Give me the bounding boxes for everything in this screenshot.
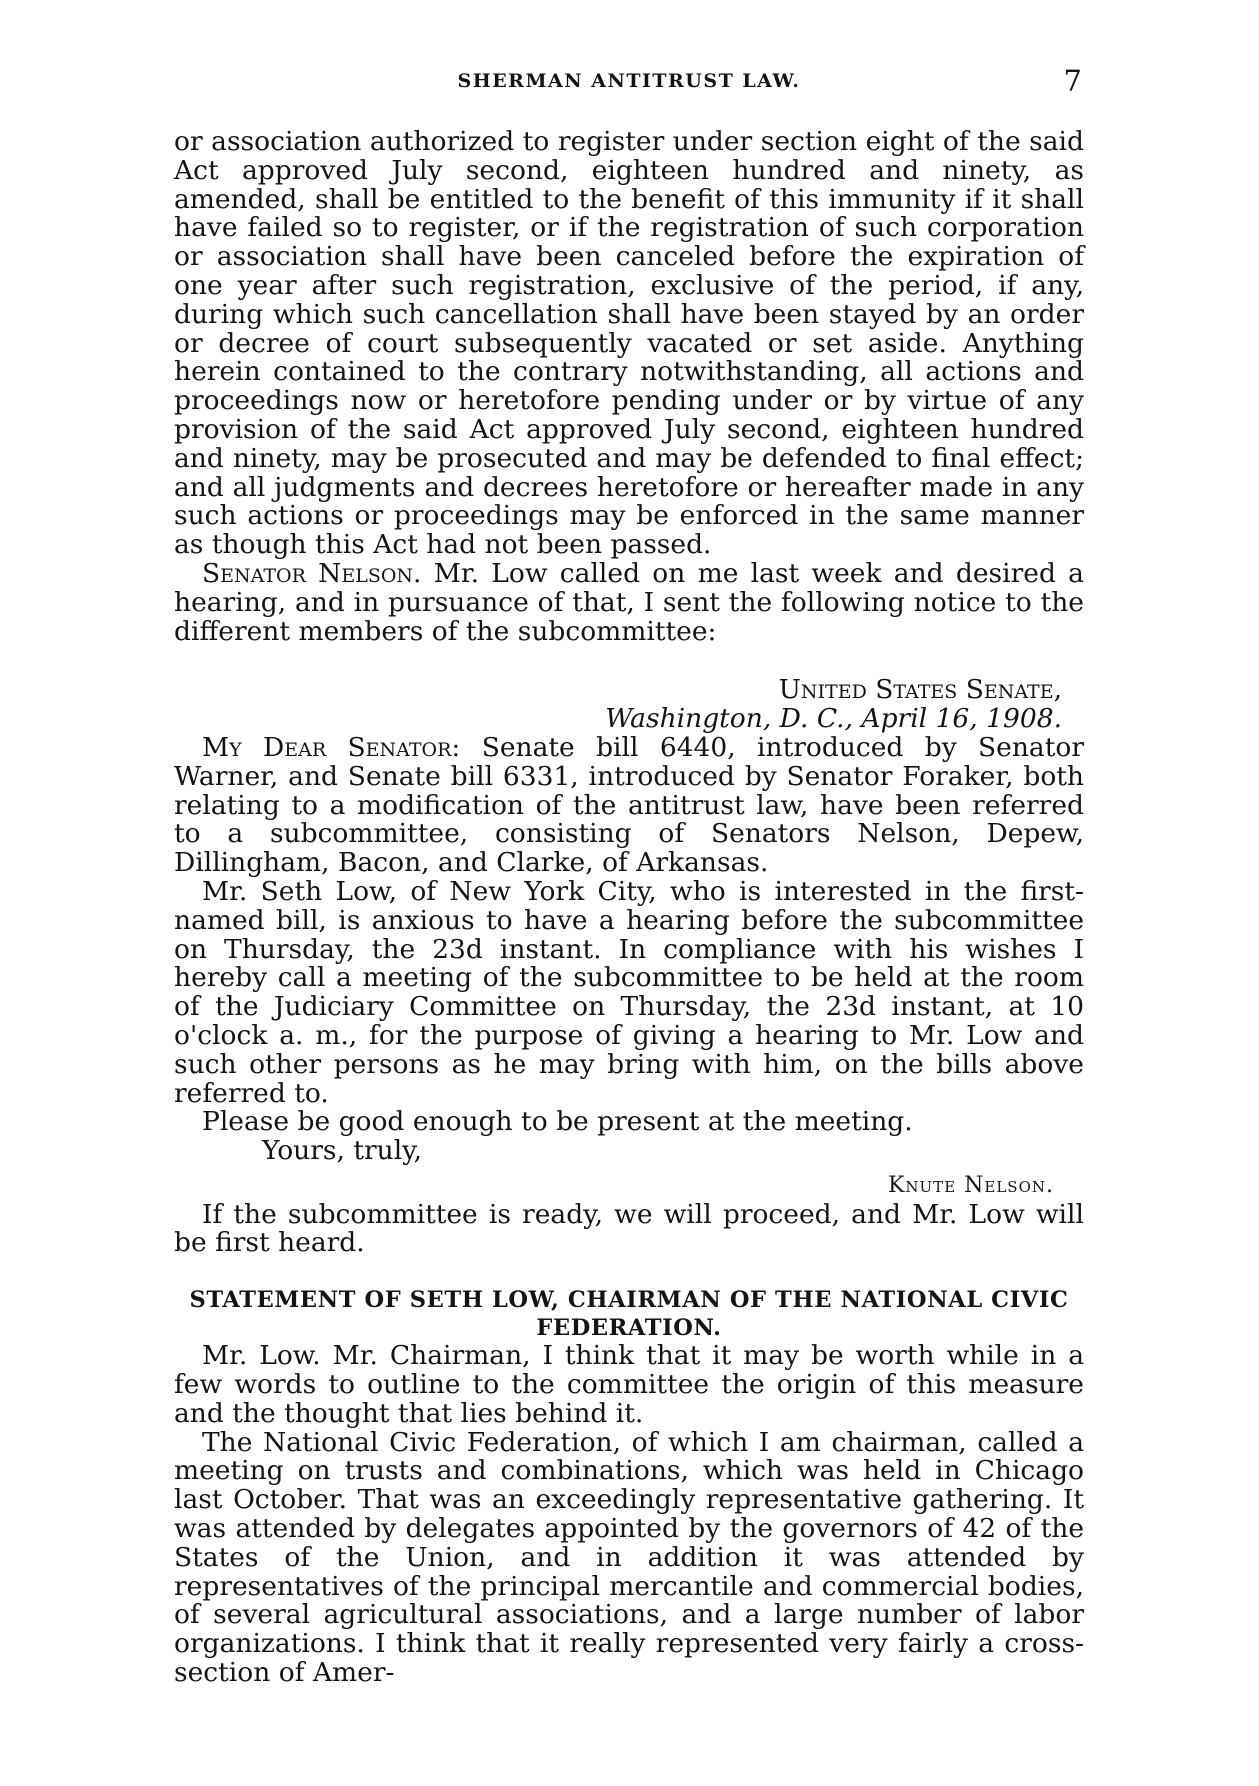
statement-paragraph-2: The National Civic Federation, of which I am chairman, called a meeting on trusts and combinations, which was held in Chicago last October. That was an exceedingly representative gathering. It was attended by delegates appointed by the governors of 42 of the States of the Union, and in addition it was attended by representatives of the principal mercantile and commercial bodies, of several agricultural associations, and a large number of labor organizations. I think that it really represented very fairly a cross-section of Amer-: [174, 1426, 1084, 1689]
section-heading: STATEMENT OF SETH LOW, CHAIRMAN OF THE NATIONAL CIVIC FEDERATION.: [189, 1287, 1069, 1342]
running-head: [174, 64, 1084, 96]
paragraph-text: Mr. Low called on me last week and desired a hearing, and in pursuance of that, I sent the following notice to the different members of the subcommittee:: [174, 557, 1084, 647]
statement-paragraph-1: Mr. Low. Mr. Chairman, I think that it may be worth while in a few words to outline to the committee the origin of this measure and the thought that lies behind it.: [174, 1340, 1084, 1429]
letter-salutation: My Dear Senator:: [202, 731, 461, 763]
letter-from-text: United States Senate,: [778, 674, 1062, 706]
letter-paragraph-3: Please be good enough to be present at the meeting.: [202, 1106, 913, 1138]
speaker-name: Senator Nelson.: [202, 557, 422, 589]
letter-closing: Yours, truly,: [262, 1135, 423, 1167]
letter-body-1: Senate bill 6440, introduced by Senator Warner, and Senate bill 6331, introduced by Senator Foraker, both relating to a modification of the antitrust law, have been referred to a subcommittee, consisting of Senators Nelson, Depew, Dillingham, Bacon, and Clarke, of Arkansas.: [174, 731, 1084, 879]
letter-paragraph-2: Mr. Seth Low, of New York City, who is interested in the first-named bill, is anxious to have a hearing before the subcommittee on Thursday, the 23d instant. In compliance with his wishes I hereby call a meeting of the subcommittee to be held at the room of the Judiciary Committee on Thursday, the 23d instant, at 10 o'clock a. m., for the purpose of giving a hearing to Mr. Low and such other persons as he may bring with him, on the bills above referred to.: [174, 875, 1084, 1109]
letter-from: [174, 676, 1062, 705]
paragraph-proceed: If the subcommittee is ready, we will proceed, and Mr. Low will be first heard.: [174, 1198, 1084, 1259]
running-title: SHERMAN ANTITRUST LAW.: [457, 70, 801, 92]
page-number: 7: [1063, 64, 1082, 98]
letter-dateline: Washington, D. C., April 16, 1908.: [605, 703, 1062, 735]
letter-paragraph-1: [174, 731, 1084, 879]
letter-signature: Knute Nelson.: [887, 1172, 1054, 1198]
paragraph-senator-nelson: [174, 557, 1084, 647]
text-column: [174, 128, 1084, 1688]
paragraph-bill-text: or association authorized to register under section eight of the said Act approved July second, eighteen hundred and ninety, as amended, shall be entitled to the benefit of this immunity if it shall have failed so to register, or if the registration of such corporation or association shall have been canceled before the expiration of one year after such registration, exclusive of the period, if any, during which such cancellation shall have been stayed by an order or decree of court subsequently vacated or set aside. Anything herein contained to the contrary notwithstanding, all actions and proceedings now or heretofore pending under or by virtue of any provision of the said Act approved July second, eighteen hundred and ninety, may be prosecuted and may be defended to final effect; and all judgments and decrees heretofore or hereafter made in any such actions or proceedings may be enforced in the same manner as though this Act had not been passed.: [174, 126, 1084, 561]
